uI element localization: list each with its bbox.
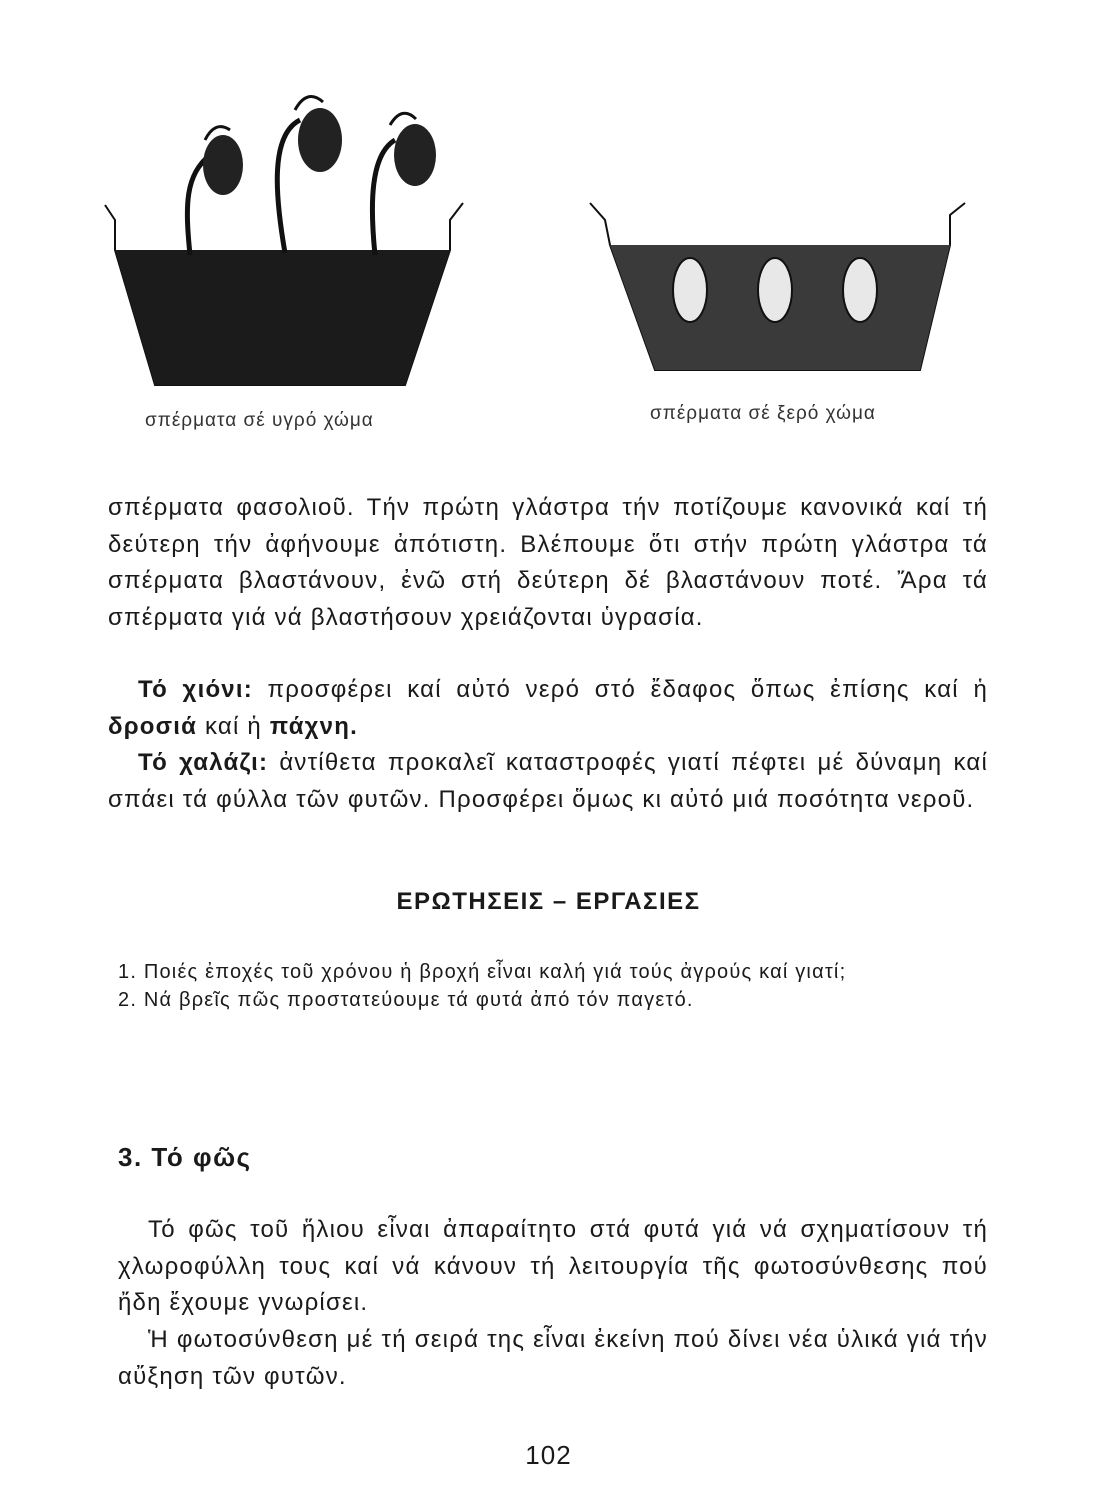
and-text: καί ἡ xyxy=(197,712,270,740)
snow-text: προσφέρει καί αὐτό νερό στό ἔδαφος ὅπως ἐπίσης καί ἡ xyxy=(252,676,988,703)
hail-text: ἀντίθετα προκαλεῖ καταστροφές γιατί πέφτει μέ δύναμη καί σπάει τά φύλλα τῶν φυτῶν. Προσφέρει ὅμως κι αὐτό μιά ποσότητα νεροῦ. xyxy=(108,749,989,813)
seed-1 xyxy=(673,258,707,322)
section-title: 3. Τό φῶς xyxy=(118,1142,252,1172)
question-item: 2. Νά βρεῖς πῶς προστατεύουμε τά φυτά ἀπό τόν παγετό. xyxy=(118,989,694,1011)
questions-heading: ΕΡΩΤΗΣΕΙΣ – ΕΡΓΑΣΙΕΣ xyxy=(396,888,701,915)
seed-pots-illustration xyxy=(85,95,985,445)
wet-soil-pot xyxy=(105,97,463,385)
dry-soil-pot xyxy=(590,203,965,370)
caption-dry-soil: σπέρματα σέ ξερό χώμα xyxy=(650,403,876,424)
caption-wet-soil: σπέρματα σέ υγρό χώμα xyxy=(145,410,374,431)
seed-3 xyxy=(843,258,877,322)
dew-label: δροσιά xyxy=(108,712,198,740)
page-number: 102 xyxy=(525,1440,572,1470)
paragraph-seeds-experiment: σπέρματα φασολιοῦ. Τήν πρώτη γλάστρα τήν ποτίζουμε κανονικά καί τή δεύτερη τήν ἀφήνουμε ἀπότιστη. Βλέπουμε ὅτι στήν πρώτη γλάστρα τά σπέρματα βλαστάνουν, ἐνῶ στή δεύτερη δέ βλαστάνουν ποτέ. Ἄρα τά σπέρματα γιά νά βλαστήσουν χρειάζονται ὑγρασία. xyxy=(108,494,988,631)
paragraph-hail xyxy=(108,745,988,818)
sprout-3 xyxy=(372,113,436,255)
sprout-1 xyxy=(187,127,243,255)
hail-label: Τό χαλάζι: xyxy=(138,749,269,776)
seed-2 xyxy=(758,258,792,322)
paragraph-snow xyxy=(108,672,988,745)
pots-drawing xyxy=(85,95,985,405)
paragraph-light-1: Τό φῶς τοῦ ἥλιου εἶναι ἀπαραίτητο στά φυτά γιά νά σχηματίσουν τή χλωροφύλλη τους καί νά κάνουν τή λειτουργία τῆς φωτοσύνθεσης πού ἤδη ἔχουμε γνωρίσει. xyxy=(118,1216,988,1316)
question-item: 1. Ποιές ἐποχές τοῦ χρόνου ἡ βροχή εἶναι καλή γιά τούς ἀγρούς καί γιατί; xyxy=(118,961,847,983)
sprout-2 xyxy=(277,97,342,253)
questions-list xyxy=(118,958,988,1014)
frost-label: πάχνη. xyxy=(269,712,358,740)
snow-label: Τό χιόνι: xyxy=(138,676,253,703)
paragraph-light-2: Ἡ φωτοσύνθεση μέ τή σειρά της εἶναι ἐκείνη πού δίνει νέα ὑλικά γιά τήν αὔξηση τῶν φυτῶν. xyxy=(118,1326,988,1390)
